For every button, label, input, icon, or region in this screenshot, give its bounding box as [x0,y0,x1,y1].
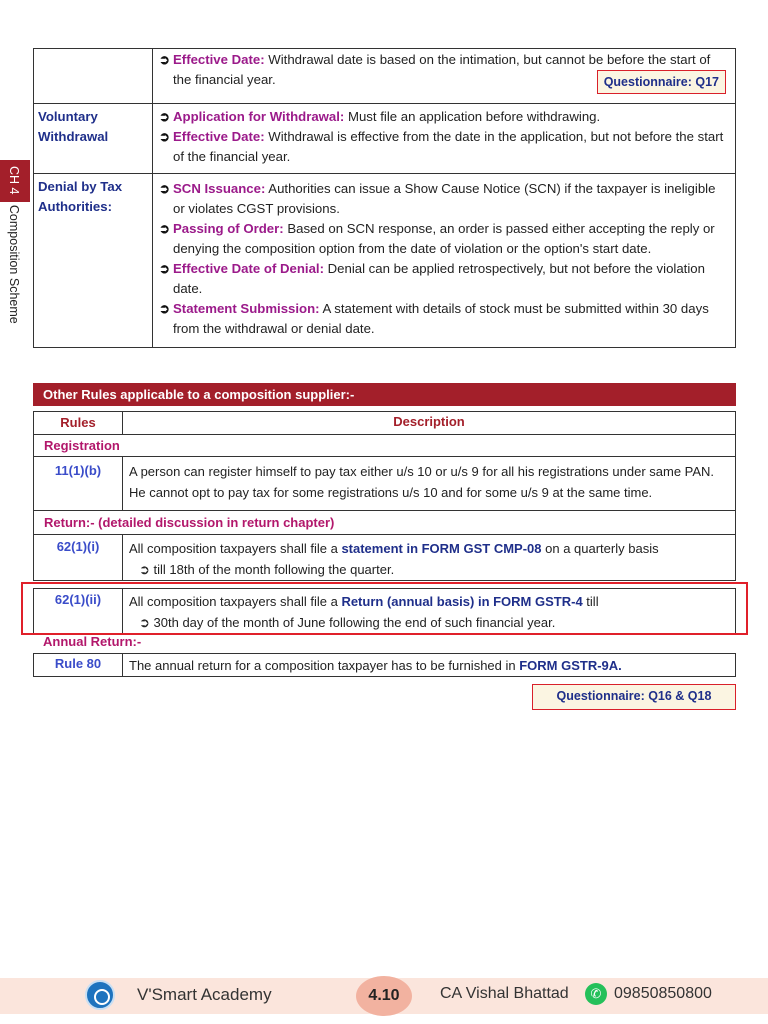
academy-logo-icon [85,980,115,1010]
desc-text: All composition taxpayers shall file a [129,594,342,609]
bullet-point [159,219,729,259]
chapter-side-tab [0,160,30,340]
keyword: Statement Submission: [173,301,320,316]
desc-text: The annual return for a composition taxpayer has to be furnished in [129,658,520,673]
whatsapp-icon: ✆ [585,983,607,1005]
row-label: Voluntary Withdrawal [34,104,153,174]
page-number: 4.10 [356,976,412,1016]
point-text: Must file an application before withdrawing. [344,109,601,124]
rule-number: 62(1)(ii) [34,589,123,633]
table-row [34,49,736,104]
section-banner: Other Rules applicable to a composition supplier:- [33,383,736,406]
row-label-empty [34,49,153,104]
row-description [153,104,736,174]
row-description [153,174,736,348]
questionnaire-badge: Questionnaire: Q17 [597,70,726,94]
rule-number: Rule 80 [34,654,123,676]
chapter-number: CH 4 [7,166,21,195]
desc-text: 30th day of the month of June following the end of such financial year. [153,615,556,630]
arrow-icon: ➲ [159,109,171,124]
arrow-icon: ➲ [159,301,171,316]
table-row [34,104,736,174]
rule-description [123,535,735,580]
row-label: Denial by Tax Authorities: [34,174,153,348]
desc-text: till 18th of the month following the quarter. [153,562,395,577]
page-footer [0,978,768,1014]
arrow-icon: ➲ [159,129,171,144]
keyword: Application for Withdrawal: [173,109,345,124]
section-registration: Registration [33,434,736,457]
keyword: Effective Date: [173,52,265,67]
arrow-icon: ➲ [139,615,150,630]
arrow-icon: ➲ [159,261,171,276]
row-description [153,49,736,104]
keyword: Effective Date: [173,129,265,144]
highlight-box [21,582,748,635]
point-text: A statement with details of stock must be submitted within 30 days from the withdrawal or denial date. [173,301,709,336]
point-text: Withdrawal date is based on the intimation, but cannot be before the start of the financial year. [173,52,711,87]
author-name: CA Vishal Bhattad [440,985,569,1002]
bullet-point [159,179,729,219]
arrow-icon: ➲ [159,221,171,236]
header-description: Description [393,414,465,429]
arrow-icon: ➲ [159,181,171,196]
section-return: Return:- (detailed discussion in return chapter) [33,510,736,535]
bullet-point [159,50,729,90]
header-rules: Rules [34,412,123,434]
point-text: Withdrawal is effective from the date in the application, but not before the start of the financial year. [173,129,724,164]
desc-text: till [582,594,599,609]
form-keyword: statement in FORM GST CMP-08 [341,541,542,556]
point-text: Denial can be applied retrospectively, but not before the violation date. [173,261,705,296]
phone-number: 09850850800 [614,985,712,1002]
arrow-icon: ➲ [139,562,150,577]
withdrawal-table [33,48,736,348]
table-row [34,174,736,348]
form-keyword: Return (annual basis) in FORM GSTR-4 [341,594,583,609]
section-annual-return: Annual Return:- [43,634,142,649]
keyword: Passing of Order: [173,221,284,236]
desc-text: on a quarterly basis [541,541,659,556]
table-row [33,653,736,677]
point-text: Authorities can issue a Show Cause Notice (SCN) if the taxpayer is ineligible or violates CGST provisions. [173,181,716,216]
bullet-point [159,107,729,127]
questionnaire-badge: Questionnaire: Q16 & Q18 [532,684,736,710]
bullet-point [159,259,729,299]
academy-name: V'Smart Academy [137,985,272,1004]
keyword: SCN Issuance: [173,181,266,196]
rule-number: 62(1)(i) [34,535,123,580]
arrow-icon: ➲ [159,52,171,67]
keyword: Effective Date of Denial: [173,261,324,276]
form-keyword: FORM GSTR-9A. [519,658,622,673]
rule-description [123,654,735,676]
table-row [33,456,736,511]
chapter-title: Composition Scheme [7,204,21,324]
table-row [33,534,736,581]
rule-description: A person can register himself to pay tax either u/s 10 or u/s 9 for all his registrations under same PAN. He cannot opt to pay tax for some registrations u/s 10 and for some u/s 9 at the same time. [129,464,715,500]
desc-text: All composition taxpayers shall file a [129,541,342,556]
rule-number: 11(1)(b) [34,457,123,510]
bullet-point [159,127,729,167]
table-header-row [33,411,736,435]
point-text: Based on SCN response, an order is passed either accepting the reply or denying the composition option from the date of violation or the option's start date. [173,221,715,256]
bullet-point [159,299,729,339]
